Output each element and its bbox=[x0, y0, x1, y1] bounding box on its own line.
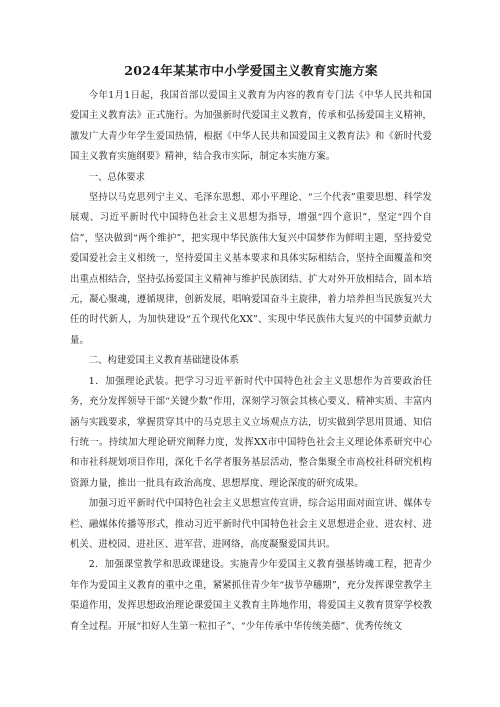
propaganda-paragraph: 加强习近平新时代中国特色社会主义思想宣传宣讲，综合运用面对面宣讲、媒体专栏、融媒体传播等形式，推动习近平新时代中国特色社会主义思想进企业、进农村、进机关、进校园、进社区、进军营、进网络，高度凝聚爱国共识。 bbox=[70, 498, 432, 550]
document-title: 2024年某某市中小学爱国主义教育实施方案 bbox=[124, 63, 378, 78]
document-page bbox=[70, 62, 432, 637]
classroom-teaching-paragraph: 2．加强课堂教学和思政课建设。实施青少年爱国主义教育强基铸魂工程，把青少年作为爱国主义教育的重中之重，紧紧抓住青少年“拔节孕穗期”，充分发挥课堂教学主渠道作用，发挥思想政治理论课爱国主义教育主阵地作用，将爱国主义教育贯穿学校教育全过程。开展“扣好人生第一粒扣子”、“少年传承中华传统美德”、优秀传统文 bbox=[70, 559, 432, 632]
section-heading-overall-requirements: 一、总体要求 bbox=[88, 171, 146, 183]
overall-requirements-paragraph: 坚持以马克思列宁主义、毛泽东思想、邓小平理论、“三个代表”重要思想、科学发展观、习近平新时代中国特色社会主义思想为指导，增强“四个意识”，坚定“四个自信”，坚决做到“两个维护”，把实现中华民族伟大复兴中国梦作为鲜明主题，坚持爱党爱国爱社会主义相统一，坚持爱国主义基本要求和具体实际相结合，坚持全面覆盖和突出重点相结合，坚持弘扬爱国主义精神与维护民族团结、扩大对外开放相结合，固本培元，凝心聚魂，遵循规律，创新发展，唱响爱国奋斗主旋律，着力培养担当民族复兴大任的时代新人，为加快建设“五个现代化XX”、实现中华民族伟大复兴的中国梦贡献力量。 bbox=[70, 192, 432, 346]
intro-paragraph: 今年1月1日起，我国首部以爱国主义教育为内容的教育专门法《中华人民共和国爱国主义教育法》正式施行。为加强新时代爱国主义教育，传承和弘扬爱国主义精神，激发广大青少年学生爱国热情，根据《中华人民共和国爱国主义教育法》和《新时代爱国主义教育实施纲要》精神，结合我市实际，制定本实施方案。 bbox=[70, 90, 432, 163]
theory-armament-paragraph: 1．加强理论武装。把学习习近平新时代中国特色社会主义思想作为首要政治任务，充分发挥领导干部“关键少数”作用，深刻学习领会其核心要义、精神实质、丰富内涵与实践要求，掌握贯穿其中的马克思主义立场观点方法，切实做到学思用贯通、知信行统一。持续加大理论研究阐释力度，发挥XX市中国特色社会主义理论体系研究中心和市社科规划项目作用，深化千名学者服务基层活动，整合集聚全市高校社科研究机构资源力量，推出一批具有政治高度、思想厚度、理论深度的研究成果。 bbox=[70, 375, 432, 489]
section-heading-infrastructure: 二、构建爱国主义教育基础建设体系 bbox=[88, 355, 239, 367]
